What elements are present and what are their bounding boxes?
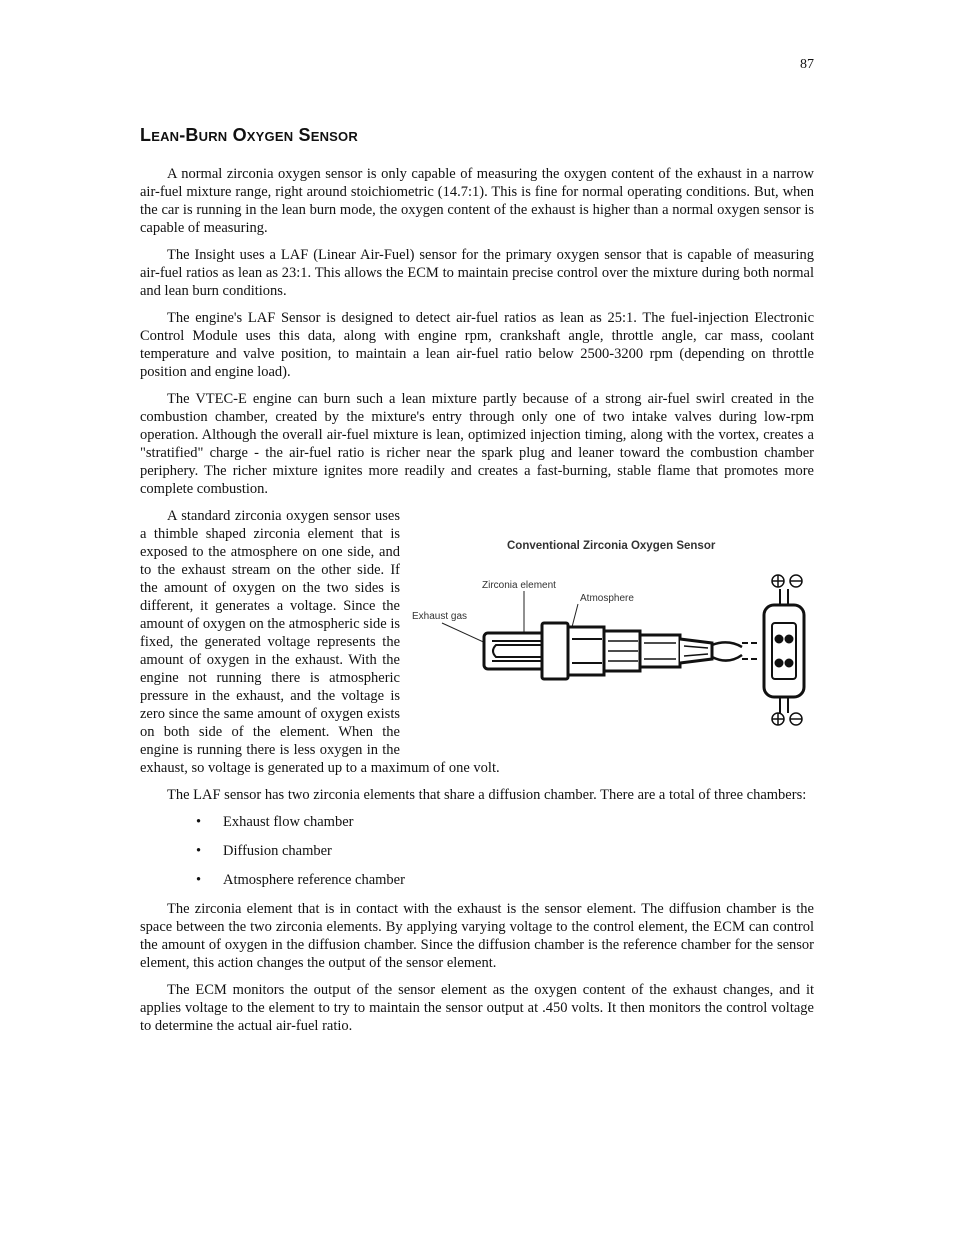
list-item xyxy=(196,813,814,831)
paragraph: A normal zirconia oxygen sensor is only capable of measuring the oxygen content of the exhaust in a narrow air-fuel mixture range, right around stoichiometric (14.7:1). This is fine for normal operating conditions. But, when the car is running in the lean burn mode, the oxygen content of the exhaust is higher than a normal oxygen sensor is capable of measuring. xyxy=(140,166,814,236)
list-item-text: Atmosphere reference chamber xyxy=(223,872,405,888)
list-item xyxy=(196,871,814,889)
paragraph: The Insight uses a LAF (Linear Air-Fuel) sensor for the primary oxygen sensor that is capable of measuring air-fuel ratios as lean as 23:1. This allows the ECM to maintain precise control over the mixture during both normal and lean burn conditions. xyxy=(140,247,814,299)
list-item xyxy=(196,842,814,860)
list-item-text: Exhaust flow chamber xyxy=(223,814,354,830)
paragraph: The zirconia element that is in contact with the exhaust is the sensor element. The diffusion chamber is the space between the two zirconia elements. By applying varying voltage to the control element, the ECM can control the amount of oxygen in the diffusion chamber. Since the diffusion chamber is the reference chamber for the sensor element, this action changes the output of the sensor element. xyxy=(140,901,814,971)
body-text xyxy=(140,165,814,1044)
paragraph: The VTEC-E engine can burn such a lean mixture partly because of a strong air-fuel swirl created in the combustion chamber, created by the mixture's entry through only one of two intake valves during low-rpm operation. Although the overall air-fuel mixture is lean, optimized injection timing, along with the vortex, creates a "stratified" charge - the air-fuel ratio is richer near the spark plug and leaner toward the combustion chamber periphery. The richer mixture ignites more readily and creates a fast-burning, stable flame that promotes more complete combustion. xyxy=(140,391,814,497)
label-atmosphere: Atmosphere xyxy=(580,593,634,604)
oxygen-sensor-figure xyxy=(412,509,822,745)
paragraph: A standard zirconia oxygen sensor uses a thimble shaped zirconia element that is exposed to the atmosphere on one side, and to the exhaust stream on the other side. If the amount of oxygen on the two sides is different, it generates a voltage. Since the amount of oxygen on the atmospheric side is fixed, the generated voltage represents the amount of oxygen in the exhaust. With the engine not running there is atmospheric pressure in the exhaust, and the voltage is zero since the same amount of oxygen exists on both side of the element. When the engine is running there is less oxygen in the exhaust, so voltage is generated up to a maximum of one volt. xyxy=(140,508,500,776)
oxygen-sensor-diagram xyxy=(412,509,822,745)
label-zirconia-element: Zirconia element xyxy=(482,580,556,591)
figure-title: Conventional Zirconia Oxygen Sensor xyxy=(507,540,716,552)
connector xyxy=(764,589,804,713)
atmosphere-leader-line xyxy=(572,604,578,627)
list-item-text: Diffusion chamber xyxy=(223,843,332,859)
bullet-glyph: • xyxy=(196,872,202,888)
chamber-list xyxy=(140,813,814,889)
paragraph: The LAF sensor has two zirconia elements that share a diffusion chamber. There are a total of three chambers: xyxy=(167,787,807,803)
bullet-glyph: • xyxy=(196,843,202,859)
paragraph: The ECM monitors the output of the sensor element as the oxygen content of the exhaust changes, and it applies voltage to the element to try to maintain the sensor output at .450 volts. It then monitors the control voltage to determine the actual air-fuel ratio. xyxy=(140,982,814,1034)
paragraph: The engine's LAF Sensor is designed to detect air-fuel ratios as lean as 25:1. The fuel-injection Electronic Control Module uses this data, along with engine rpm, crankshaft angle, throttle angle, car mass, coolant temperature and valve position, to maintain a lean air-fuel ratio below 2500-3200 rpm (depending on throttle position and engine load). xyxy=(140,310,814,380)
page-number: 87 xyxy=(800,57,814,72)
bullet-glyph: • xyxy=(196,814,202,830)
label-exhaust-gas: Exhaust gas xyxy=(412,611,468,622)
sensor-body xyxy=(484,623,760,679)
section-heading: Lean-Burn Oxygen Sensor xyxy=(140,125,358,145)
